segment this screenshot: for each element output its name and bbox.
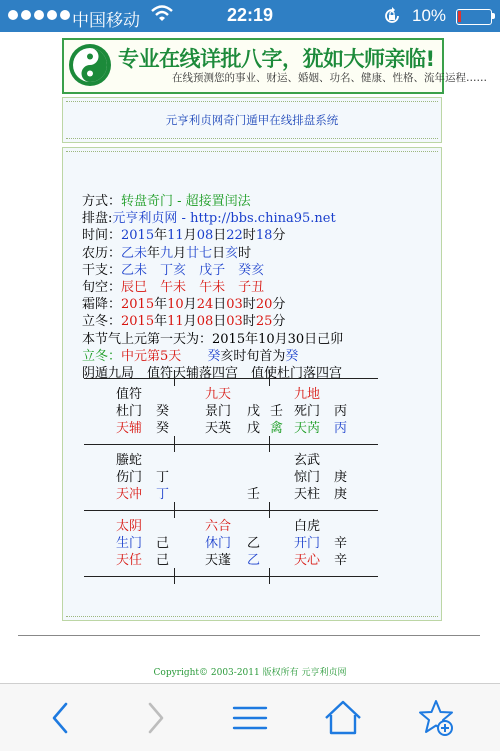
paipan-info xyxy=(82,193,343,382)
forward-icon[interactable] xyxy=(136,698,176,738)
menu-icon[interactable] xyxy=(230,698,270,738)
copyright: Copyright© 2003-2011 版权所有 元亨利贞网 xyxy=(153,668,347,678)
info-row-ju: 阴遁九局 值符天辅落四宫 值使杜门落四宫 xyxy=(82,365,343,381)
palace-qian: 白虎 开门 辛 天心 辛 xyxy=(294,519,348,568)
page-title[interactable]: 元亨利贞网奇门遁甲在线排盘系统 xyxy=(165,113,339,127)
ad-banner[interactable] xyxy=(62,38,487,94)
method-value: 转盘奇门 - 超接置闰法 xyxy=(121,194,251,209)
palace-xun: 值符 杜门 癸 天辅 癸 xyxy=(116,387,170,436)
footer-divider xyxy=(18,635,480,636)
carrier-name: 中国移动 xyxy=(72,11,140,30)
info-row-time: 时间：2015年11月08日22时18分 xyxy=(82,228,286,244)
url-link[interactable]: http://bbs.china95.net xyxy=(190,211,336,227)
info-row-shuangjiang: 霜降：2015年10月24日03时20分 xyxy=(82,297,286,313)
palace-li: 九天 景门 戊 天英 戊 xyxy=(205,387,261,436)
battery-percent: 10% xyxy=(412,6,447,25)
info-row-lidong: 立冬：2015年11月08日03时25分 xyxy=(82,314,286,330)
battery-level xyxy=(458,11,461,22)
back-icon[interactable] xyxy=(40,698,80,738)
info-row-source: 排盘:元亨利贞网 - http://bbs.china95.net xyxy=(82,211,336,227)
info-row-ganzhi: 干支：乙未 丁亥 戊子 癸亥 xyxy=(82,262,265,278)
rotation-lock-icon xyxy=(383,7,401,25)
home-icon[interactable] xyxy=(323,698,363,738)
info-row-lunar: 农历：乙未年九月廿七日亥时 xyxy=(82,245,252,261)
site-link[interactable]: 元亨利贞网 xyxy=(112,211,178,227)
palace-gen: 太阴 生门 己 天任 己 xyxy=(116,519,170,568)
bookmark-add-icon[interactable] xyxy=(416,698,456,738)
info-row-jieqi: 本节气上元第一天为：2015年10月30日己卯 xyxy=(82,331,344,347)
banner-headline: 专业在线详批八字，犹如大师亲临! xyxy=(118,47,435,71)
title-panel xyxy=(62,97,442,143)
battery-icon xyxy=(456,9,492,25)
palace-zhen: 螣蛇 伤门 丁 天冲 丁 xyxy=(116,453,170,502)
status-bar xyxy=(0,0,500,32)
banner-subline: 在线预测您的事业、财运、婚姻、功名、健康、性格、流年运程…… xyxy=(172,72,487,84)
info-row-method: 方式：转盘奇门 - 超接置闰法 xyxy=(82,194,251,209)
nine-palace-grid: 值符 杜门 癸 天辅 癸 九天 景门 戊 天英 戊 九地 壬 死门 丙 禽 天芮 丙 螣蛇 伤门 丁 天冲 丁 壬 玄武 惊门 庚 天柱 庚 太阴 生门 己 天任 己 六合 休门 乙 天蓬 乙 白虎 开门 辛 天心 辛 xyxy=(84,378,378,576)
yin-yang-icon xyxy=(68,43,112,87)
palace-kan: 六合 休门 乙 天蓬 乙 xyxy=(205,519,261,568)
clock: 22:19 xyxy=(226,5,274,25)
palace-dui: 玄武 惊门 庚 天柱 庚 xyxy=(294,453,348,502)
browser-toolbar xyxy=(0,683,500,751)
info-row-yuan: 立冬：中元第5天 癸亥时旬首为癸 xyxy=(82,348,299,364)
info-row-xunkong: 旬空：辰巳 午未 午未 子丑 xyxy=(82,279,265,295)
